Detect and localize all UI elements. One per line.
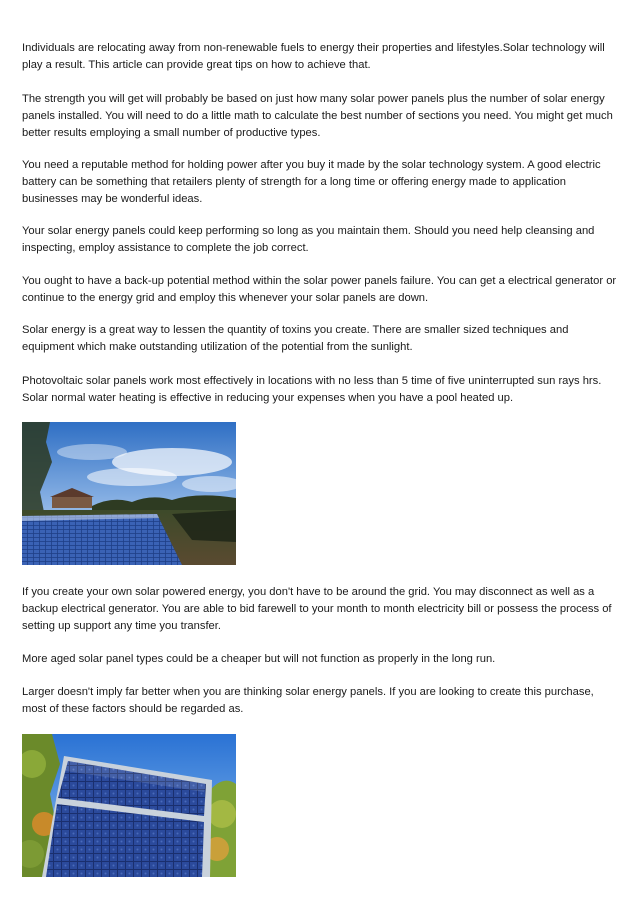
paragraph-9: More aged solar panel types could be a cheaper but will not function as properly in the long run.	[22, 653, 496, 665]
solar-farm-photo	[22, 422, 236, 565]
solar-panel-photo	[22, 734, 236, 877]
paragraph-5: You ought to have a back-up potential method within the solar power panels failure. You can get a electrical generator or continue to the energy grid and employ this whenever your solar panels are down.	[22, 275, 617, 304]
paragraph-7: Photovoltaic solar panels work most effectively in locations with no less than 5 time of five uninterrupted sun rays hrs. Solar normal water heating is effective in reducing your expenses when you have a pool heated up.	[22, 375, 602, 404]
paragraph-3: You need a reputable method for holding power after you buy it made by the solar technology system. A good electric battery can be something that retailers plenty of strength for a long time or offering energy made to application businesses may be wonderful ideas.	[22, 159, 601, 205]
paragraph-2: The strength you will get will probably be based on just how many solar power panels plus the number of solar energy panels installed. You will need to do a little math to calculate the best number of sections you need. You might get much better results employing a small number of productive types.	[22, 93, 613, 139]
paragraph-6: Solar energy is a great way to lessen the quantity of toxins you create. There are smaller sized techniques and equipment which make outstanding utilization of the potential from the sunlight.	[22, 324, 569, 353]
paragraph-8: If you create your own solar powered energy, you don't have to be around the grid. You may disconnect as well as a backup electrical generator. You are able to bid farewell to your month to month electricity bill or possess the process of setting up support any time you transfer.	[22, 586, 612, 632]
paragraph-1: Individuals are relocating away from non-renewable fuels to energy their properties and lifestyles.Solar technology will play a result. This article can provide great tips on how to achieve that.	[22, 42, 605, 71]
paragraph-10: Larger doesn't imply far better when you are thinking solar energy panels. If you are looking to create this purchase, most of these factors should be regarded as.	[22, 686, 594, 715]
paragraph-4: Your solar energy panels could keep performing so long as you maintain them. Should you need help cleansing and inspecting, employ assistance to complete the job correct.	[22, 225, 595, 254]
